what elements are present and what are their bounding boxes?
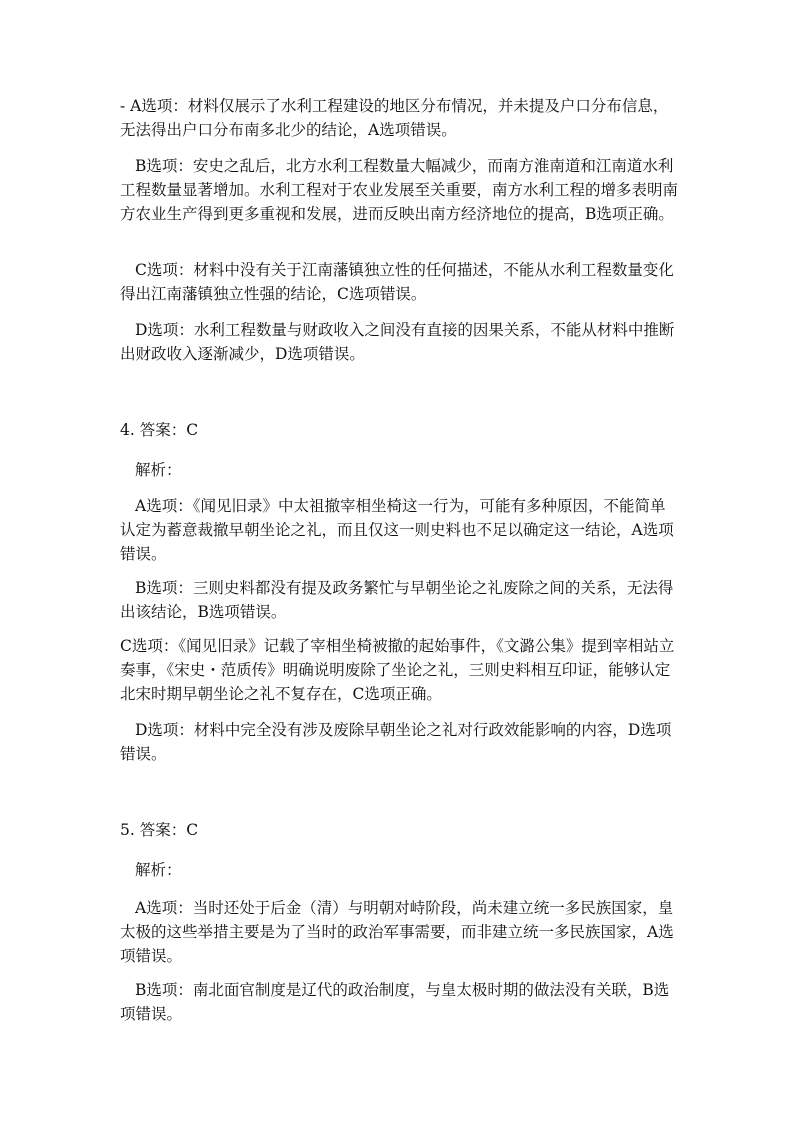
q4-option-d: D选项：材料中完全没有涉及废除早朝坐论之礼对行政效能影响的内容，D选项错误。 bbox=[120, 721, 672, 763]
q3-option-d: D选项：水利工程数量与财政收入之间没有直接的因果关系，不能从材料中推断出财政收入逐渐减少，D选项错误。 bbox=[120, 321, 675, 363]
q4-option-a: A选项：《闻见旧录》中太祖撤宰相坐椅这一行为，可能有多种原因，不能简单认定为蓄意裁撤早朝坐论之礼，而且仅这一则史料也不足以确定这一结论，A选项错误。 bbox=[120, 497, 674, 563]
q4-option-c: C选项：《闻见旧录》记载了宰相坐椅被撤的起始事件，《文潞公集》提到宰相站立奏事，《宋史・范质传》明确说明废除了坐论之礼，三则史料相互印证，能够认定北宋时期早朝坐论之礼不复存在，C选项正确。 bbox=[120, 637, 675, 703]
q5-option-a: A选项：当时还处于后金（清）与明朝对峙阶段，尚未建立统一多民族国家，皇太极的这些举措主要是为了当时的政治军事需要，而非建立统一多民族国家，A选项错误。 bbox=[120, 899, 674, 965]
q4-analysis-label: 解析： bbox=[135, 461, 182, 479]
q4-option-b: B选项：三则史料都没有提及政务繁忙与早朝坐论之礼废除之间的关系，无法得出该结论，B选项错误。 bbox=[120, 579, 674, 621]
q4-answer-heading: 4. 答案：C bbox=[120, 421, 199, 439]
q3-option-b: B选项：安史之乱后，北方水利工程数量大幅减少，而南方淮南道和江南道水利工程数量显著增加。水利工程对于农业发展至关重要，南方水利工程的增多表明南方农业生产得到更多重视和发展，进而反映出南方经济地位的提高，B选项正确。 bbox=[120, 157, 679, 223]
q5-answer-heading: 5. 答案：C bbox=[120, 821, 199, 839]
q5-analysis-label: 解析： bbox=[135, 861, 182, 879]
q5-option-b: B选项：南北面官制度是辽代的政治制度，与皇太极时期的做法没有关联，B选项错误。 bbox=[120, 981, 670, 1023]
q3-option-a: - A选项：材料仅展示了水利工程建设的地区分布情况，并未提及户口分布信息，无法得出户口分布南多北少的结论，A选项错误。 bbox=[120, 97, 669, 139]
q3-option-c: C选项：材料中没有关于江南藩镇独立性的任何描述，不能从水利工程数量变化得出江南藩镇独立性强的结论，C选项错误。 bbox=[120, 261, 674, 303]
